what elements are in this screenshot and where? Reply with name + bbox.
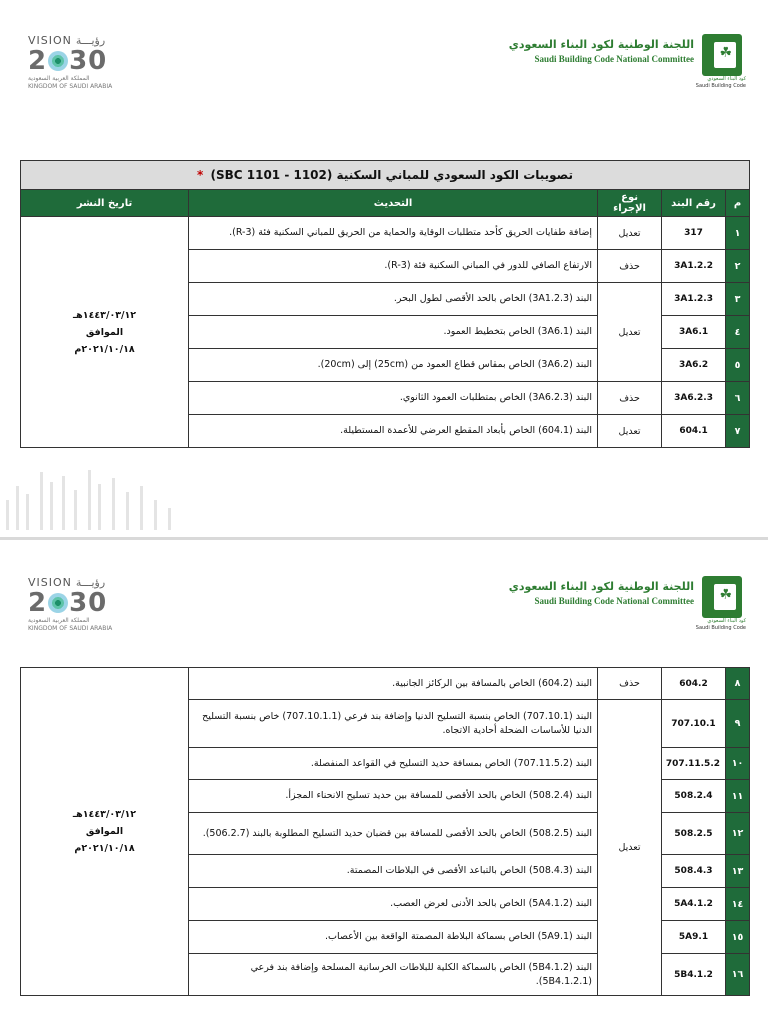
action-type: حذف xyxy=(598,250,662,283)
row-number: ٣ xyxy=(726,283,750,316)
building-watermark xyxy=(0,470,200,530)
sbc-committee-logo xyxy=(508,34,746,96)
update-text: البند (5A9.1) الخاص بسماكة البلاطة المصمتة الواقعة بين الأعصاب. xyxy=(189,921,598,954)
row-number: ٦ xyxy=(726,382,750,415)
item-number: 508.2.4 xyxy=(662,780,726,813)
col-header-date: تاريخ النشر xyxy=(21,190,189,217)
item-number: 707.10.1 xyxy=(662,700,726,748)
update-text: البند (508.4.3) الخاص بالتباعد الأقصى في البلاطات المصمتة. xyxy=(189,855,598,888)
committee-name-ar: اللجنة الوطنية لكود البناء السعودي xyxy=(508,38,694,51)
committee-name-en: Saudi Building Code National Committee xyxy=(534,54,694,64)
update-text: البند (3A1.2.3) الخاص بالحد الأقصى لطول البحر. xyxy=(189,283,598,316)
row-number: ٨ xyxy=(726,668,750,700)
item-number: 508.2.5 xyxy=(662,813,726,855)
item-number: 3A6.2 xyxy=(662,349,726,382)
row-number: ٤ xyxy=(726,316,750,349)
vision-year-b: 30 xyxy=(69,46,108,76)
vision-sub-en: KINGDOM OF SAUDI ARABIA xyxy=(28,83,113,90)
vision-sub-ar: المملكة العربية السعودية xyxy=(28,75,90,82)
row-number: ١١ xyxy=(726,780,750,813)
row-number: ١٦ xyxy=(726,954,750,996)
vision-year-a: 2 xyxy=(28,46,48,76)
row-number: ٧ xyxy=(726,415,750,448)
publish-date-cell xyxy=(21,668,189,996)
vision-sub-ar: المملكة العربية السعودية xyxy=(28,617,90,624)
corrections-table-page-1 xyxy=(20,160,750,448)
date-hijri: ١٤٤٣/٠٣/١٢هـ xyxy=(72,309,137,321)
table-row xyxy=(21,217,750,250)
update-text: البند (604.2) الخاص بالمسافة بين الركائز الجانبية. xyxy=(189,668,598,700)
row-number: ٥ xyxy=(726,349,750,382)
item-number: 707.11.5.2 xyxy=(662,748,726,780)
item-number: 3A6.1 xyxy=(662,316,726,349)
update-text: إضافة طفايات الحريق كأحد متطلبات الوقاية والحماية من الحريق للمباني السكنية فئة (R-3). xyxy=(189,217,598,250)
row-number: ٢ xyxy=(726,250,750,283)
vision-label-ar: رؤيـــة xyxy=(75,34,106,47)
vision-2030-logo xyxy=(28,576,118,632)
committee-name-ar: اللجنة الوطنية لكود البناء السعودي xyxy=(508,580,694,593)
document-page-2 xyxy=(0,540,768,1024)
sbc-emblem-icon: ☘ كود البناء السعودي Saudi Building Code xyxy=(702,576,746,628)
update-text: البند (707.11.5.2) الخاص بمسافة حديد التسليح في القواعد المنفصلة. xyxy=(189,748,598,780)
emblem-caption-ar: كود البناء السعودي xyxy=(707,76,746,82)
item-number: 604.2 xyxy=(662,668,726,700)
col-header-index: م xyxy=(726,190,750,217)
publish-date-cell xyxy=(21,217,189,448)
update-text: البند (3A6.1) الخاص بتخطيط العمود. xyxy=(189,316,598,349)
action-type: تعديل xyxy=(598,217,662,250)
update-text: البند (3A6.2.3) الخاص بمتطلبات العمود الثانوي. xyxy=(189,382,598,415)
row-number: ٩ xyxy=(726,700,750,748)
vision-label-ar: رؤيـــة xyxy=(75,576,106,589)
emblem-caption-en: Saudi Building Code xyxy=(695,83,746,89)
action-type: تعديل xyxy=(598,283,662,382)
sbc-committee-logo xyxy=(508,576,746,638)
table-row xyxy=(21,668,750,700)
item-number: 5A9.1 xyxy=(662,921,726,954)
row-number: ١٠ xyxy=(726,748,750,780)
action-type: تعديل xyxy=(598,415,662,448)
vision-flower-icon xyxy=(48,593,68,613)
corrections-table-page-2 xyxy=(20,667,750,996)
vision-flower-icon xyxy=(48,51,68,71)
item-number: 3A6.2.3 xyxy=(662,382,726,415)
emblem-caption-ar: كود البناء السعودي xyxy=(707,618,746,624)
row-number: ١٥ xyxy=(726,921,750,954)
action-type: حذف xyxy=(598,382,662,415)
row-number: ١٢ xyxy=(726,813,750,855)
title-asterisk: * xyxy=(197,168,204,182)
action-type: حذف xyxy=(598,668,662,700)
item-number: 3A1.2.2 xyxy=(662,250,726,283)
item-number: 3A1.2.3 xyxy=(662,283,726,316)
committee-name-en: Saudi Building Code National Committee xyxy=(534,596,694,606)
vision-2030-logo xyxy=(28,34,118,90)
vision-label: VISION xyxy=(28,576,72,589)
vision-year-a: 2 xyxy=(28,588,48,618)
item-number: 508.4.3 xyxy=(662,855,726,888)
update-text: البند (5B4.1.2) الخاص بالسماكة الكلية للبلاطات الخرسانية المسلحة وإضافة بند فرعي (5B4.1.2.1). xyxy=(189,954,598,996)
update-text: البند (508.2.4) الخاص بالحد الأقصى للمسافة بين حديد تسليح الانحناء المجزأ. xyxy=(189,780,598,813)
date-word: الموافق xyxy=(85,826,124,837)
date-gregorian: ٢٠٢١/١٠/١٨م xyxy=(74,343,135,355)
col-header-update: التحديث xyxy=(189,190,598,217)
vision-label: VISION xyxy=(28,34,72,47)
update-text: البند (508.2.5) الخاص بالحد الأقصى للمسافة بين قضبان حديد التسليح المطلوبة بالبند (506.2.7). xyxy=(189,813,598,855)
item-number: 5A4.1.2 xyxy=(662,888,726,921)
vision-sub-en: KINGDOM OF SAUDI ARABIA xyxy=(28,625,113,632)
item-number: 604.1 xyxy=(662,415,726,448)
date-hijri: ١٤٤٣/٠٣/١٢هـ xyxy=(72,809,137,820)
table-header-row xyxy=(21,190,750,217)
row-number: ١ xyxy=(726,217,750,250)
row-number: ١٤ xyxy=(726,888,750,921)
col-header-item: رقم البند xyxy=(662,190,726,217)
emblem-caption-en: Saudi Building Code xyxy=(695,625,746,631)
item-number: 5B4.1.2 xyxy=(662,954,726,996)
update-text: البند (707.10.1) الخاص بنسبة التسليح الدنيا وإضافة بند فرعي (707.10.1.1) خاص بنسبة التسليح الدنيا للأساسات الضحلة أحادية الاتجاه. xyxy=(189,700,598,748)
row-number: ١٣ xyxy=(726,855,750,888)
table-title-row xyxy=(21,161,750,190)
update-text: البند (3A6.2) الخاص بمقاس قطاع العمود من (25cm) إلى (20cm). xyxy=(189,349,598,382)
sbc-emblem-icon: ☘ كود البناء السعودي Saudi Building Code xyxy=(702,34,746,86)
vision-year-b: 30 xyxy=(69,588,108,618)
update-text: البند (5A4.1.2) الخاص بالحد الأدنى لعرض العصب. xyxy=(189,888,598,921)
date-word: الموافق xyxy=(85,326,124,338)
table-title-cell xyxy=(21,161,750,190)
date-gregorian: ٢٠٢١/١٠/١٨م xyxy=(74,843,135,854)
action-type: تعديل xyxy=(598,700,662,996)
item-number: 317 xyxy=(662,217,726,250)
table-title: تصويبات الكود السعودي للمباني السكنية (SBC 1101 - 1102) xyxy=(210,168,574,182)
update-text: البند (604.1) الخاص بأبعاد المقطع العرضي للأعمدة المستطيلة. xyxy=(189,415,598,448)
col-header-action: نوع الإجراء xyxy=(598,190,662,217)
update-text: الارتفاع الصافي للدور في المباني السكنية فئة (R-3). xyxy=(189,250,598,283)
